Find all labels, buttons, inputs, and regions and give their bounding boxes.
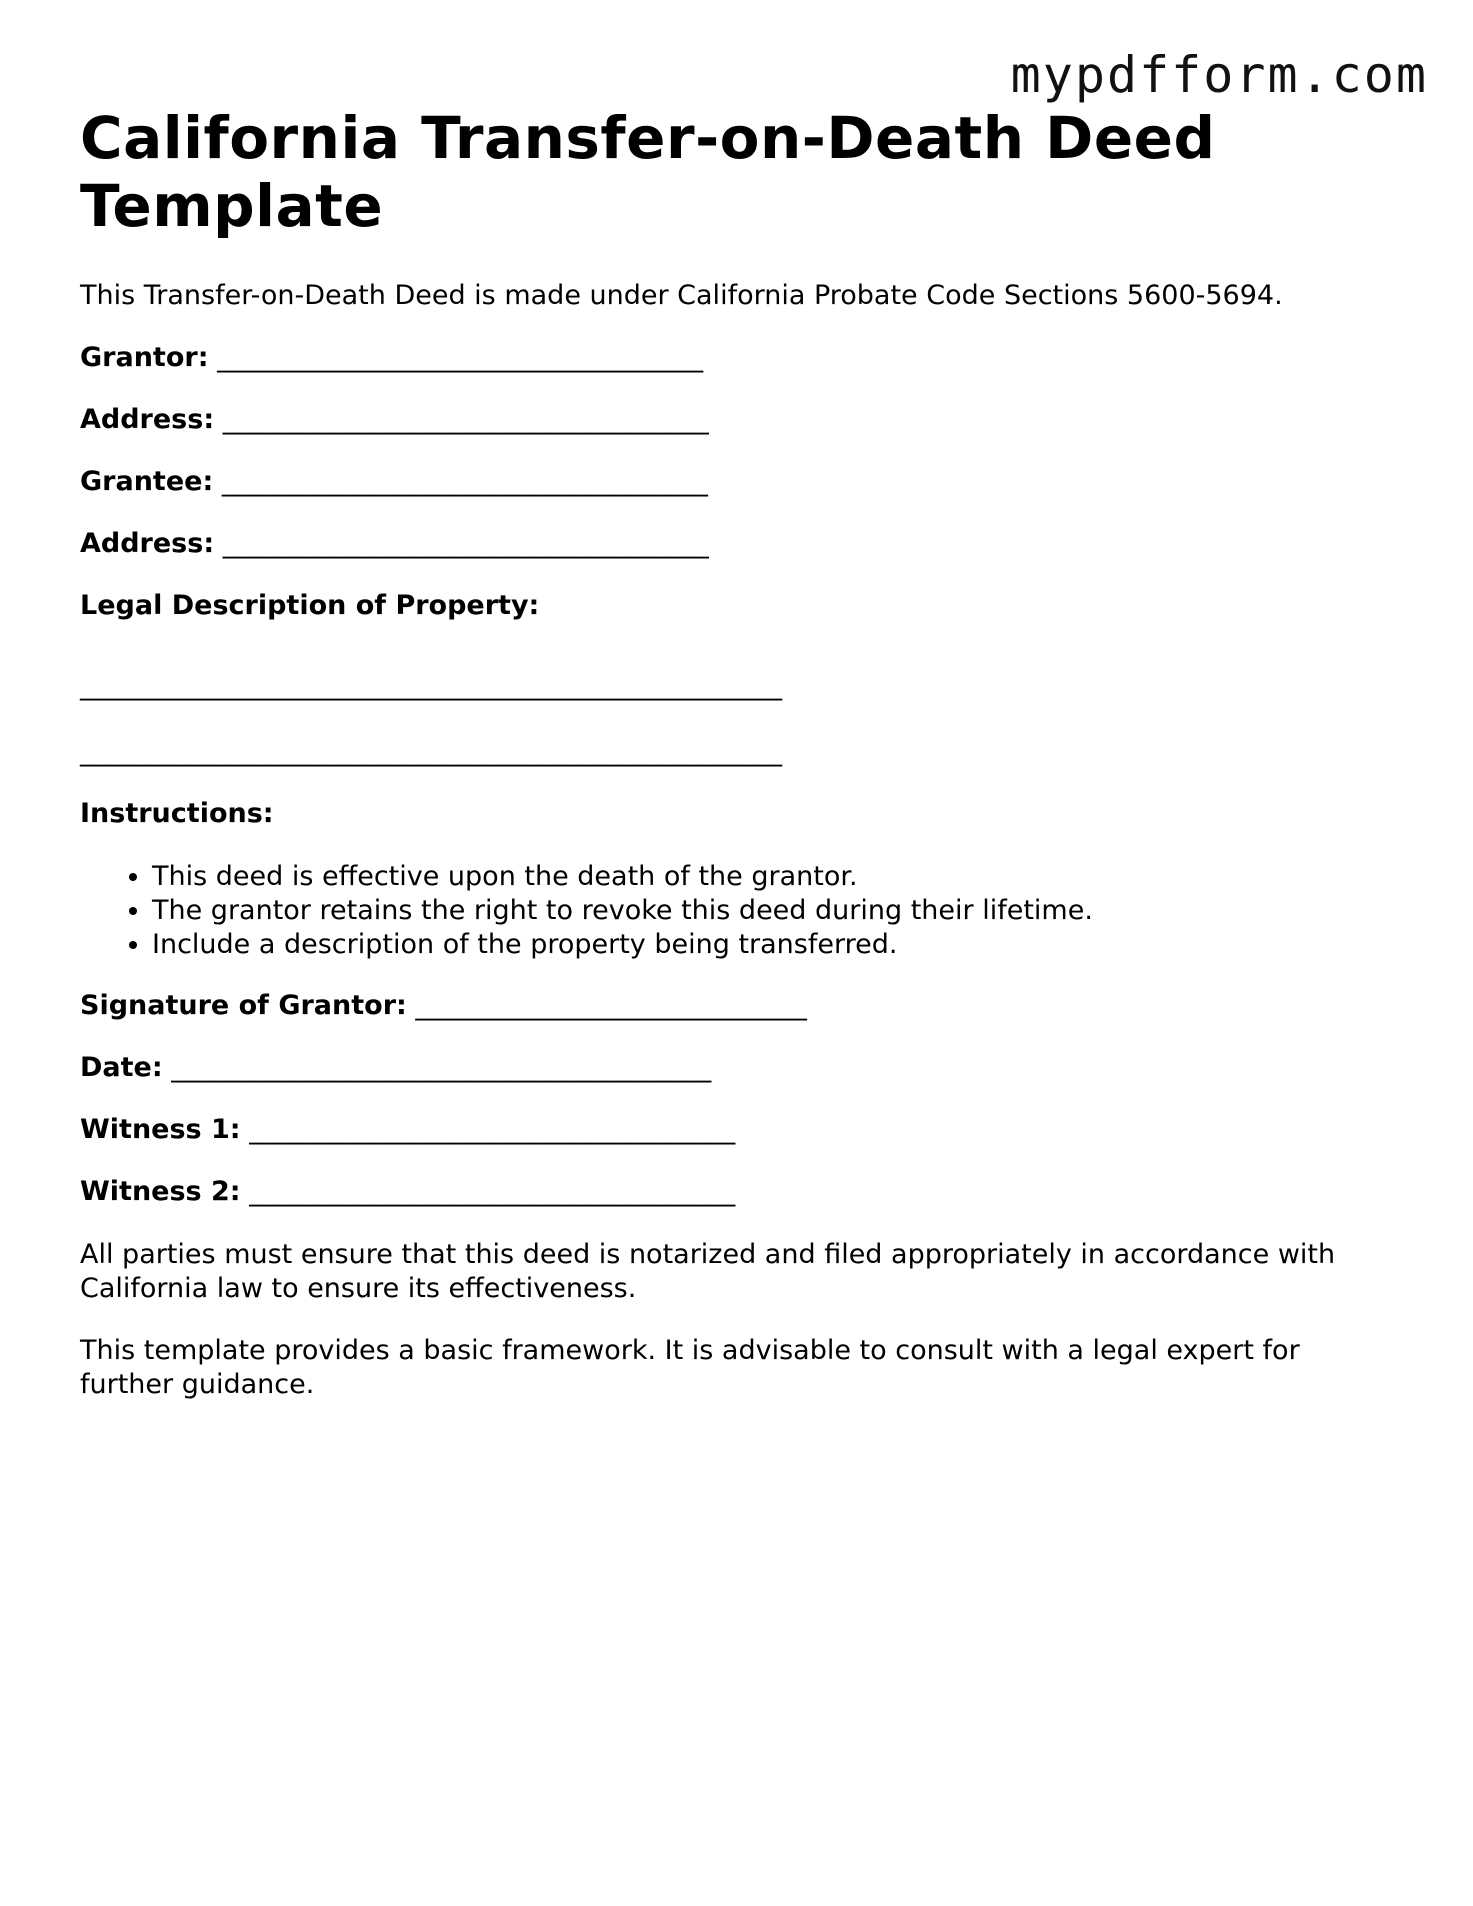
witness-2-label: Witness 2: [80,1176,241,1207]
site-watermark: mypdfform.com [1010,46,1428,104]
grantee-blank[interactable]: ____________________________________ [221,466,708,497]
instructions-list [80,860,1400,962]
witness-2-field [80,1174,1400,1210]
grantor-signature-field [80,988,1400,1024]
witness-1-label: Witness 1: [80,1114,241,1145]
document-body [80,104,1400,1402]
grantor-address-field [80,402,1400,438]
notarization-paragraph: All parties must ensure that this deed is notarized and filed appropriately in accordance with California law to ensure its effectiveness. [80,1239,1336,1304]
grantor-signature-label: Signature of Grantor: [80,990,407,1021]
page-title: California Transfer-on-Death Deed Template [80,104,1216,240]
witness-1-field [80,1112,1400,1148]
grantee-label: Grantee: [80,466,214,497]
legal-description-line-1[interactable]: ____________________________________________________ [80,670,782,701]
legal-description-label: Legal Description of Property: [80,590,540,621]
list-item: • The grantor retains the right to revoke this deed during their lifetime. [152,894,1400,928]
grantee-address-label: Address: [80,528,215,559]
grantor-field [80,340,1400,376]
intro-text: This Transfer-on-Death Deed is made under California Probate Code Sections 5600-5694. [80,280,1283,311]
grantee-address-field [80,526,1400,562]
grantee-field [80,464,1400,500]
date-field [80,1050,1400,1086]
instructions-label: Instructions: [80,798,274,829]
date-blank[interactable]: ________________________________________ [171,1052,712,1083]
grantor-blank[interactable]: ____________________________________ [217,342,704,373]
witness-2-blank[interactable]: ____________________________________ [249,1176,736,1207]
date-label: Date: [80,1052,163,1083]
legal-description-line-2[interactable]: ____________________________________________________ [80,736,782,767]
grantor-address-label: Address: [80,404,215,435]
grantee-address-blank[interactable]: ____________________________________ [222,528,709,559]
grantor-label: Grantor: [80,342,209,373]
list-item: • Include a description of the property being transferred. [152,928,1400,962]
witness-1-blank[interactable]: ____________________________________ [249,1114,736,1145]
grantor-address-blank[interactable]: ____________________________________ [222,404,709,435]
grantor-signature-blank[interactable]: _____________________________ [415,990,807,1021]
disclaimer-paragraph: This template provides a basic framework. It is advisable to consult with a legal expert for further guidance. [80,1335,1300,1400]
list-item: • This deed is effective upon the death of the grantor. [152,860,1400,894]
